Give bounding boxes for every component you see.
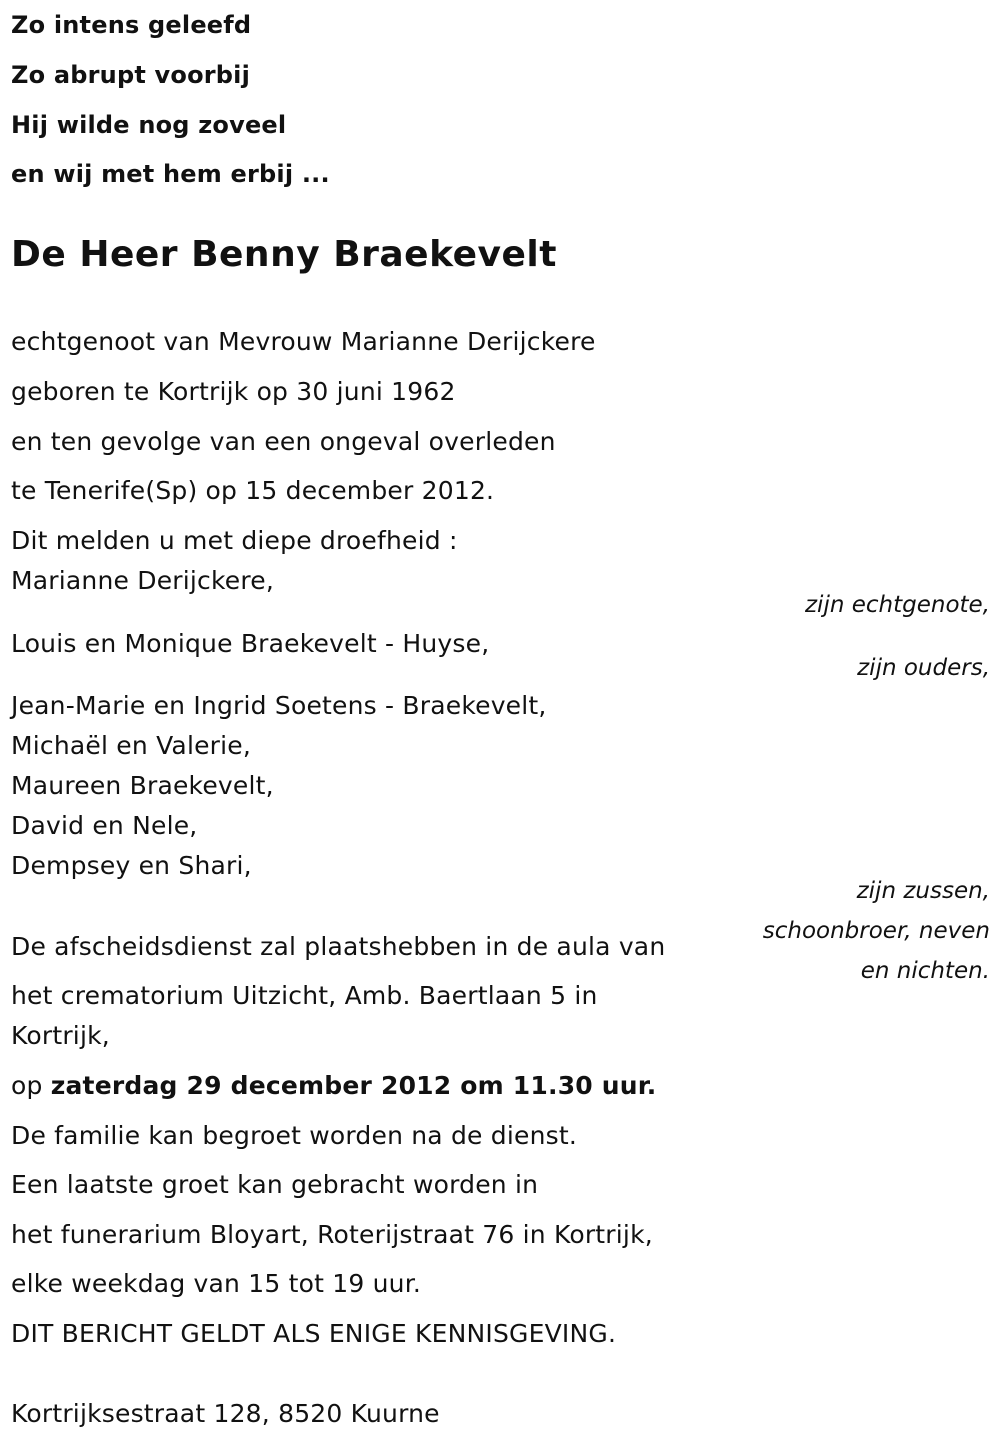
mourner-spouse: Marianne Derijckere, (11, 566, 275, 595)
intro-line-5: Dit melden u met diepe droefheid : (11, 526, 458, 555)
intro-line-2: geboren te Kortrijk op 30 juni 1962 (11, 377, 456, 406)
closing-line-4: elke weekdag van 15 tot 19 uur. (11, 1269, 422, 1298)
closing-line-1: De familie kan begroet worden na de dienst. (11, 1121, 577, 1150)
mourner-sibling-2: Michaël en Valerie, (11, 731, 252, 760)
mourner-sibling-3: Maureen Braekevelt, (11, 771, 274, 800)
relation-siblings-2: schoonbroer, neven (762, 918, 990, 944)
verse-line-4: en wij met hem erbij ... (11, 160, 330, 188)
service-line-1: De afscheidsdienst zal plaatshebben in de aula van (11, 932, 666, 961)
verse-line-1: Zo intens geleefd (11, 11, 252, 39)
service-line-3: Kortrijk, (11, 1021, 110, 1050)
relation-spouse: zijn echtgenote, (804, 592, 990, 618)
service-date (11, 1071, 656, 1101)
closing-line-5: DIT BERICHT GELDT ALS ENIGE KENNISGEVING. (11, 1319, 617, 1348)
relation-siblings-3: en nichten. (860, 958, 990, 984)
intro-line-4: te Tenerife(Sp) op 15 december 2012. (11, 476, 495, 505)
closing-line-2: Een laatste groet kan gebracht worden in (11, 1170, 539, 1199)
mourner-parents: Louis en Monique Braekevelt - Huyse, (11, 629, 490, 658)
verse-line-2: Zo abrupt voorbij (11, 61, 251, 89)
service-line-2: het crematorium Uitzicht, Amb. Baertlaan 5 in (11, 981, 598, 1010)
service-date-bold: zaterdag 29 december 2012 om 11.30 uur. (50, 1071, 657, 1100)
mourner-sibling-4: David en Nele, (11, 811, 198, 840)
closing-line-3: het funerarium Bloyart, Roterijstraat 76 in Kortrijk, (11, 1220, 653, 1249)
intro-line-3: en ten gevolge van een ongeval overleden (11, 427, 556, 456)
relation-siblings-1: zijn zussen, (856, 878, 990, 904)
intro-line-1: echtgenoot van Mevrouw Marianne Derijckere (11, 327, 596, 356)
mourner-sibling-1: Jean-Marie en Ingrid Soetens - Braekevelt, (11, 691, 547, 720)
service-date-prefix: op (11, 1071, 51, 1100)
address: Kortrijksestraat 128, 8520 Kuurne (11, 1399, 440, 1428)
verse-line-3: Hij wilde nog zoveel (11, 111, 287, 139)
deceased-name: De Heer Benny Braekevelt (11, 234, 557, 275)
mourner-sibling-5: Dempsey en Shari, (11, 851, 252, 880)
relation-parents: zijn ouders, (857, 655, 990, 681)
